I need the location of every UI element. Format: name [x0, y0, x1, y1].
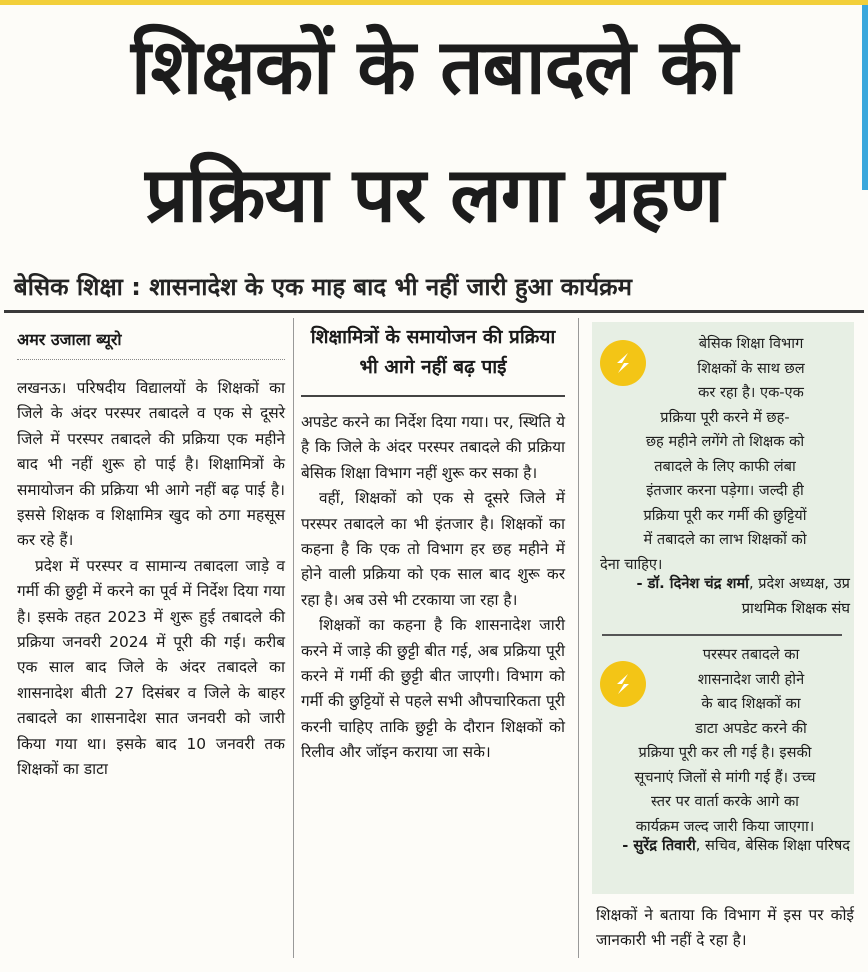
quote-line: सूचनाएं जिलों से मांगी गई हैं। उच्च [634, 768, 816, 786]
quote-line: कर रहा है। एक-एक [698, 384, 804, 401]
paragraph: वहीं, शिक्षकों को एक से दूसरे जिले में परस्पर तबादले का भी इंतजार है। शिक्षकों का कहना है कि एक तो विभाग हर छह महीने में होने वाली प्रक्रिया को एक साल बाद शुरू कर रहा है। अब उसे भी टरकाया जा रहा है। [301, 489, 565, 609]
bottom-note: शिक्षकों ने बताया कि विभाग में इस पर कोई जानकारी भी नहीं दे रहा है। [596, 906, 854, 950]
quotes-separator [602, 634, 842, 636]
quote-2-attribution [600, 834, 850, 859]
quote-line: तबादले के लिए काफी लंबा [654, 457, 796, 475]
column-2-heading: शिक्षामित्रों के समायोजन की प्रक्रिया भी आगे नहीं बढ़ पाई [310, 326, 556, 378]
quote-line: शासनादेश जारी होने [697, 670, 805, 688]
attribution-name: - डॉ. दिनेश चंद्र शर्मा [636, 575, 749, 592]
column-divider-1 [293, 318, 294, 958]
article-column-1 [17, 376, 285, 783]
quote-line: शिक्षकों के साथ छल [697, 359, 805, 377]
paragraph: लखनऊ। परिषदीय विद्यालयों के शिक्षकों का जिले के अंदर परस्पर तबादले व एक से दूसरे जिले में परस्पर तबादले की प्रक्रिया एक महीने बाद भी नहीं शुरू हो पाई है। शिक्षामित्रों के समायोजन की प्रक्रिया भी आगे नहीं बढ़ पाई है। इससे शिक्षक व शिक्षामित्र खुद को ठगा महसूस कर रहे हैं। [17, 379, 285, 550]
headline-line-1: शिक्षकों के तबादले की [131, 22, 737, 111]
header-divider [4, 310, 864, 313]
paragraph: अपडेट करने का निर्देश दिया गया। पर, स्थिति ये है कि जिले के अंदर परस्पर तबादले की प्रक्रिया बेसिक शिक्षा विभाग नहीं शुरू कर सका है। [301, 413, 565, 482]
quote-line: प्रक्रिया पूरी करने में छह- [660, 408, 790, 426]
quote-1 [600, 332, 850, 577]
quote-line: बेसिक शिक्षा विभाग [698, 335, 804, 352]
top-color-bar [0, 0, 868, 5]
headline-line-2: प्रक्रिया पर लगा ग्रहण [145, 150, 723, 239]
attribution-name: - सुरेंद्र तिवारी [622, 837, 696, 854]
attribution-role: , सचिव, बेसिक शिक्षा परिषद [695, 837, 850, 854]
byline-divider [17, 359, 285, 360]
paragraph: शिक्षकों का कहना है कि शासनादेश जारी करने में जाड़े की छुट्टी बीत गई, अब प्रक्रिया पूरी करने में गर्मी की छुट्टी बीत जाएगी। विभाग को गर्मी की छुट्टियों से पहले सभी औपचारिकता पूरी करनी चाहिए ताकि छुट्टी के दौरान शिक्षकों को रिलीव और जॉइन कराया जा सके। [301, 616, 565, 762]
quote-line: देना चाहिए। [600, 555, 663, 573]
quote-line: परस्पर तबादले का [702, 646, 800, 663]
quote-line: के बाद शिक्षकों का [701, 695, 801, 712]
subheadline: बेसिक शिक्षा : शासनादेश के एक माह बाद भी नहीं जारी हुआ कार्यक्रम [14, 273, 632, 301]
article-column-2 [301, 410, 565, 766]
quote-line: इंतजार करना पड़ेगा। जल्दी ही [646, 482, 804, 499]
quote-2 [600, 643, 850, 839]
byline: अमर उजाला ब्यूरो [17, 330, 122, 349]
quote-line: स्तर पर वार्ता करके आगे का [651, 793, 799, 810]
attribution-role: , प्रदेश अध्यक्ष, उप्र प्राथमिक शिक्षक संघ [741, 575, 850, 617]
quote-1-attribution [600, 572, 850, 621]
quote-line: में तबादले का लाभ शिक्षकों को [643, 531, 807, 548]
quote-line: छह महीने लगेंगे तो शिक्षक को [645, 433, 805, 450]
quote-line: प्रक्रिया पूरी कर गर्मी की छुट्टियों [643, 506, 807, 524]
quote-line: प्रक्रिया पूरी कर ली गई है। इसकी [638, 744, 812, 761]
column-2-heading-rule [301, 395, 565, 397]
paragraph: प्रदेश में परस्पर व सामान्य तबादला जाड़े व गर्मी की छुट्टी में करने का पूर्व में निर्देश दिया गया है। इसके तहत 2023 में शुरू हुई तबादले की प्रक्रिया जनवरी 2024 में पूरी की गई। करीब एक साल बाद जिले के अंदर तबादले का शासनादेश बीती 27 दिसंबर व जिले के बाहर तबादले का शासनादेश सात जनवरी को जारी किया गया था। इसके बाद 10 जनवरी तक शिक्षकों का डाटा [17, 556, 285, 779]
column-divider-2 [578, 318, 579, 958]
quote-line: डाटा अपडेट करने की [695, 719, 807, 737]
quote-line: कार्यक्रम जल्द जारी किया जाएगा। [635, 817, 815, 835]
